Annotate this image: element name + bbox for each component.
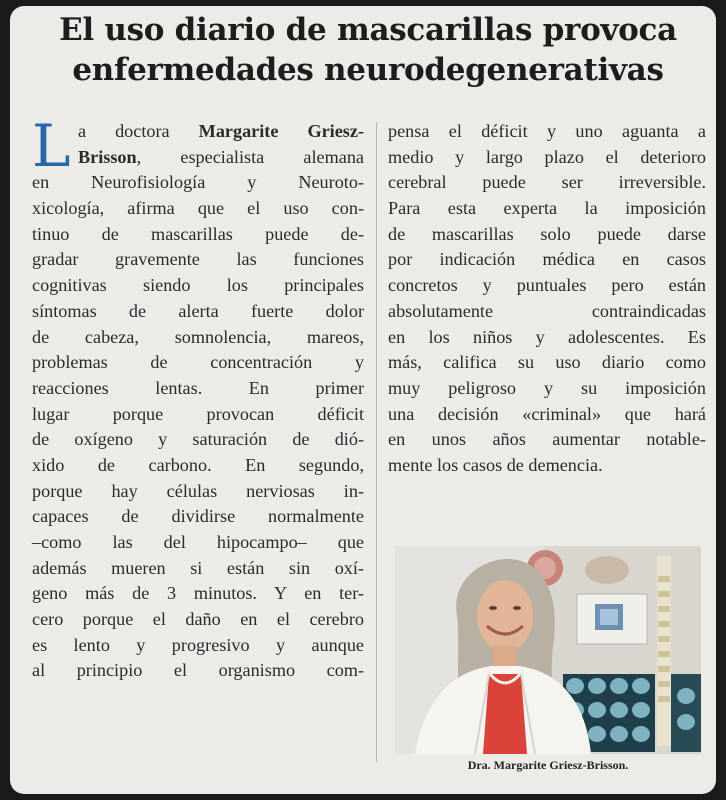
text-segment: cero porque el daño en el cerebro [32, 609, 364, 630]
column-1-line [32, 196, 364, 222]
headline [28, 10, 708, 90]
column-2-line: concretos y puntuales pero están [388, 275, 706, 296]
text-segment: es lento y progresivo y aunque [32, 634, 364, 655]
text-segment: de oxígeno y saturación de dió- [32, 429, 364, 450]
column-1-line [32, 607, 364, 633]
column-1-line [32, 530, 364, 556]
column-1-line [32, 556, 364, 582]
portrait-photo [395, 546, 701, 754]
column-2-line: en unos años aumentar notable- [388, 429, 706, 450]
column-2-line: por indicación médica en casos [388, 249, 706, 270]
column-2-line: Para esta experta la imposición [388, 198, 706, 219]
text-segment: problemas de concentración y [32, 352, 364, 373]
text-segment: xido de carbono. En segundo, [32, 454, 364, 475]
text-segment: xicología, afirma que el uso con- [32, 198, 364, 219]
text-segment: al principio el organismo com- [32, 660, 364, 681]
column-2-line: en los niños y adolescentes. Es [388, 326, 706, 347]
text-segment: , especialista alemana [136, 146, 364, 167]
column-2-line: más, califica su uso diario como [388, 352, 706, 373]
drop-cap: L [32, 112, 71, 180]
column-2-line: una decisión «criminal» que hará [388, 403, 706, 424]
text-segment: lugar porque provocan déficit [32, 403, 364, 424]
text-segment: capaces de dividirse normalmente [32, 506, 364, 527]
headline-line-1: El uso diario de mascarillas provoca [59, 12, 677, 48]
column-1-line [32, 325, 364, 351]
column-2-line: mente los casos de demencia. [388, 454, 603, 475]
text-segment: –como las del hipocampo– que [32, 532, 364, 552]
text-segment: además mueren si están sin oxí- [32, 557, 364, 578]
column-1-lines [32, 112, 365, 684]
text-segment: en Neurofisiología y Neuroto- [32, 172, 364, 193]
column-1-line [32, 504, 364, 530]
column-1-line [32, 119, 364, 145]
text-segment: geno más de 3 minutos. Y en ter- [32, 583, 364, 604]
author-name: Brisson [78, 146, 137, 167]
portrait-image [395, 546, 701, 754]
column-2-line: cerebral puede ser irreversible. [388, 172, 706, 193]
text-segment: a doctora [78, 121, 199, 141]
column-1-line [32, 350, 364, 376]
column-2-line: medio y largo plazo el deterioro [388, 146, 706, 167]
column-2-lines [388, 119, 706, 479]
column-1-line [32, 170, 364, 196]
column-1-line [32, 247, 364, 273]
text-segment: cognitivas siendo los principales [32, 275, 364, 296]
article-column-1 [32, 112, 365, 684]
column-1-line [32, 299, 364, 325]
column-divider [376, 122, 377, 762]
text-segment: tinuo de mascarillas puede de- [32, 223, 364, 244]
column-2-line: absolutamente contraindicadas [388, 300, 706, 321]
newspaper-clipping [10, 6, 716, 794]
text-segment: reacciones lentas. En primer [32, 377, 364, 398]
photo-caption: Dra. Margarite Griesz-Brisson. [467, 758, 629, 772]
column-1-line [32, 273, 364, 299]
column-1-line [32, 222, 364, 248]
text-segment: gradar gravemente las funciones [32, 249, 364, 270]
column-1-line [32, 479, 364, 505]
column-1-line [32, 402, 364, 428]
text-segment: de cabeza, somnolencia, mareos, [32, 326, 364, 347]
article-column-2 [388, 119, 706, 479]
column-1-line [32, 145, 364, 171]
column-2-line: muy peligroso y su imposición [388, 377, 706, 398]
column-1-line [32, 633, 364, 659]
author-name: Margarite Griesz- [198, 121, 365, 141]
headline-line-2: enfermedades neurodegenerativas [72, 52, 664, 88]
column-1-line [32, 581, 364, 607]
column-1-line [32, 376, 364, 402]
column-1-line [32, 658, 364, 684]
text-segment: porque hay células nerviosas in- [32, 480, 364, 501]
column-1-line [32, 453, 364, 479]
column-2-line: de mascarillas solo puede darse [388, 223, 706, 244]
column-1-line [32, 427, 364, 453]
text-segment: síntomas de alerta fuerte dolor [32, 300, 364, 321]
column-2-line: pensa el déficit y uno aguanta a [388, 121, 706, 141]
